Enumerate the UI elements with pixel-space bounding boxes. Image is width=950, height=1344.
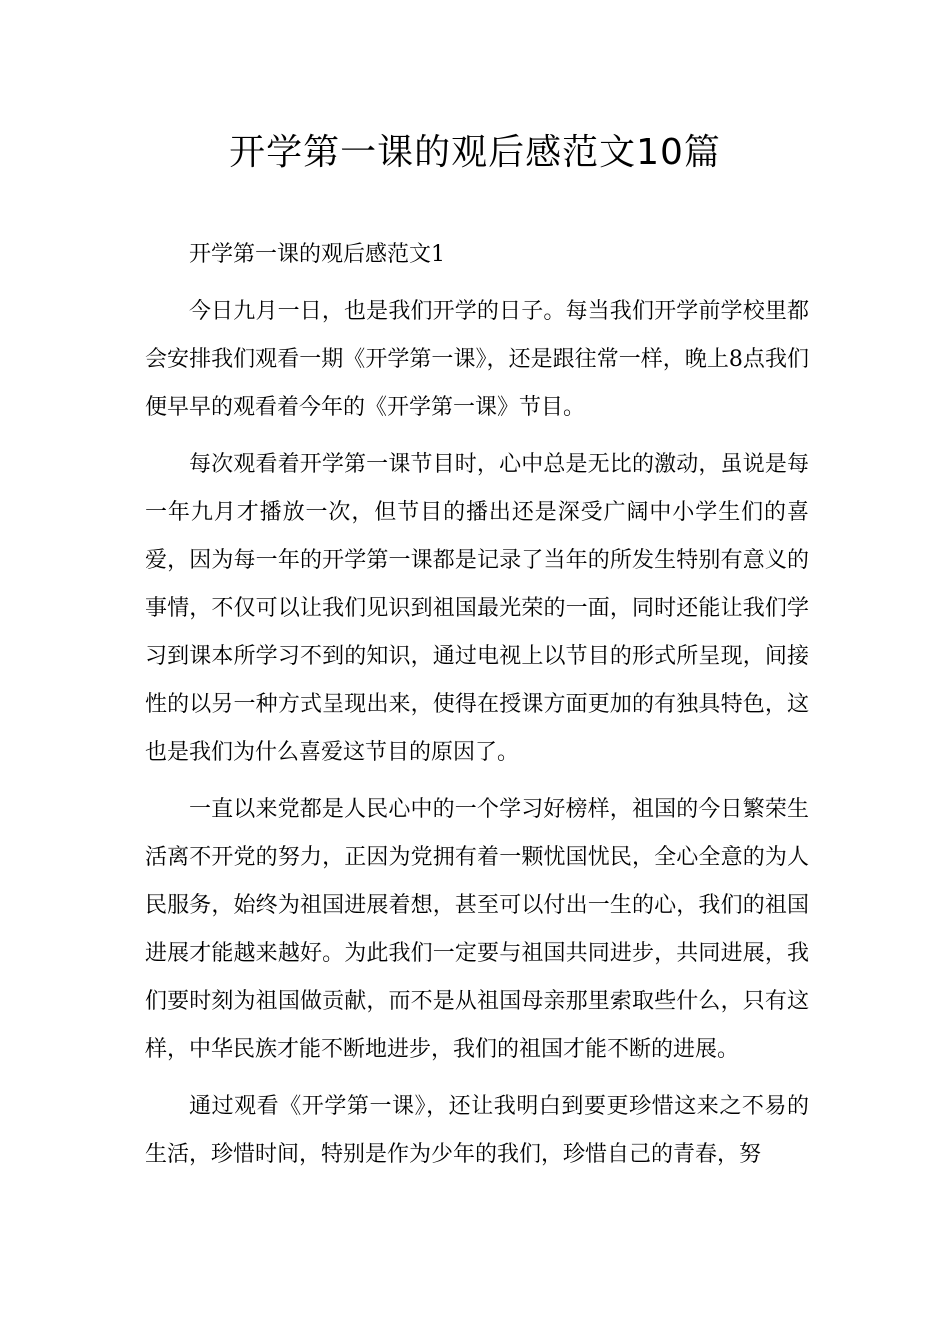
paragraph-2: 每次观看着开学第一课节目时，心中总是无比的激动，虽说是每一年九月才播放一次，但节目的播出还是深受广阔中小学生们的喜爱，因为每一年的开学第一课都是记录了当年的所发生特别有意义的事情，不仅可以让我们见识到祖国最光荣的一面，同时还能让我们学习到课本所学习不到的知识，通过电视上以节目的形式所呈现，间接性的以另一种方式呈现出来，使得在授课方面更加的有独具特色，这也是我们为什么喜爱这节目的原因了。 (145, 452, 809, 765)
paragraph-1: 今日九月一日，也是我们开学的日子。每当我们开学前学校里都会安排我们观看一期《开学第一课》，还是跟往常一样，晚上8点我们便早早的观看着今年的《开学第一课》节目。 (145, 299, 809, 420)
paragraph-3: 一直以来党都是人民心中的一个学习好榜样，祖国的今日繁荣生活离不开党的努力，正因为党拥有着一颗忧国忧民，全心全意的为人民服务，始终为祖国进展着想，甚至可以付出一生的心，我们的祖国进展才能越来越好。为此我们一定要与祖国共同进步，共同进展，我们要时刻为祖国做贡献，而不是从祖国母亲那里索取些什么，只有这样，中华民族才能不断地进步，我们的祖国才能不断的进展。 (145, 797, 809, 1062)
document-body (145, 231, 809, 1188)
paragraph-4: 通过观看《开学第一课》，还让我明白到要更珍惜这来之不易的生活，珍惜时间，特别是作为少年的我们，珍惜自己的青春，努 (145, 1094, 809, 1167)
section-heading: 开学第一课的观后感范文1 (189, 242, 445, 267)
document-title: 开学第一课的观后感范文10篇 (229, 132, 721, 173)
